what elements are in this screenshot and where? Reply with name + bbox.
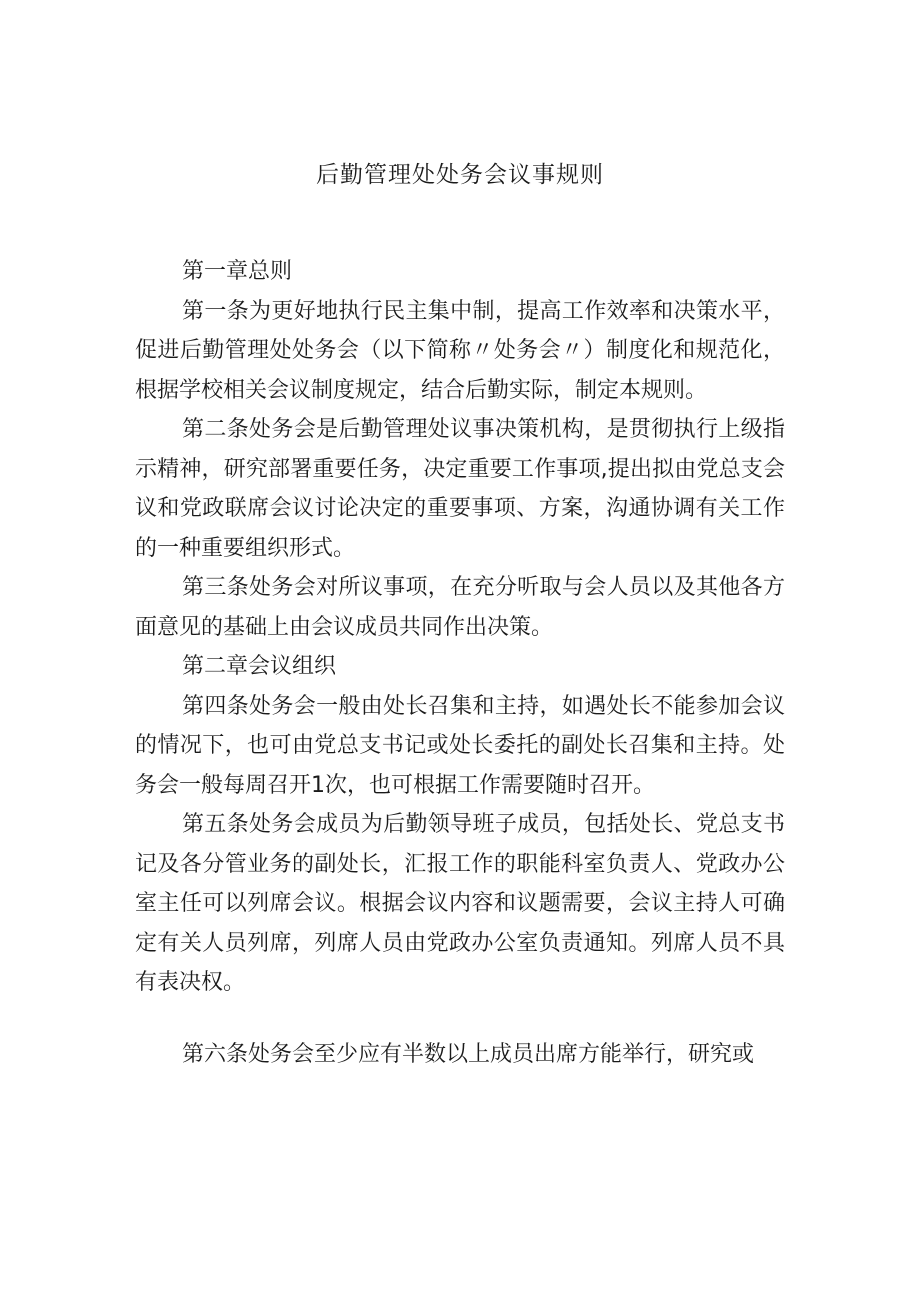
article-paragraph: 第四条处务会一般由处长召集和主持，如遇处长不能参加会议的情况下，也可由党总支书记或处长委托的副处长召集和主持。处务会一般每周召开1次，也可根据工作需要随时召开。: [135, 693, 785, 798]
article-paragraph: 第六条处务会至少应有半数以上成员出席方能举行，研究或: [182, 1041, 755, 1067]
article-paragraph: 第一条为更好地执行民主集中制，提高工作效率和决策水平，促进后勤管理处处务会（以下简称〃处务会〃）制度化和规范化，根据学校相关会议制度规定，结合后勤实际，制定本规则。: [135, 298, 785, 403]
article-paragraph: 第三条处务会对所议事项，在充分听取与会人员以及其他各方面意见的基础上由会议成员共同作出决策。: [135, 575, 785, 640]
document-title: 后勤管理处处务会议事规则: [316, 162, 604, 188]
article-paragraph: 第二条处务会是后勤管理处议事决策机构，是贯彻执行上级指示精神，研究部署重要任务，决定重要工作事项,提出拟由党总支会议和党政联席会议讨论决定的重要事项、方案，沟通协调有关工作的一种重要组织形式。: [135, 417, 785, 561]
article-paragraph: 第五条处务会成员为后勤领导班子成员，包括处长、党总支书记及各分管业务的副处长，汇报工作的职能科室负责人、党政办公室主任可以列席会议。根据会议内容和议题需要，会议主持人可确定有关人员列席，列席人员由党政办公室负责通知。列席人员不具有表决权。: [135, 812, 785, 995]
chapter-heading: 第一章总则: [182, 259, 293, 284]
document-body: [135, 252, 785, 1074]
chapter-heading: 第二章会议组织: [182, 654, 337, 679]
